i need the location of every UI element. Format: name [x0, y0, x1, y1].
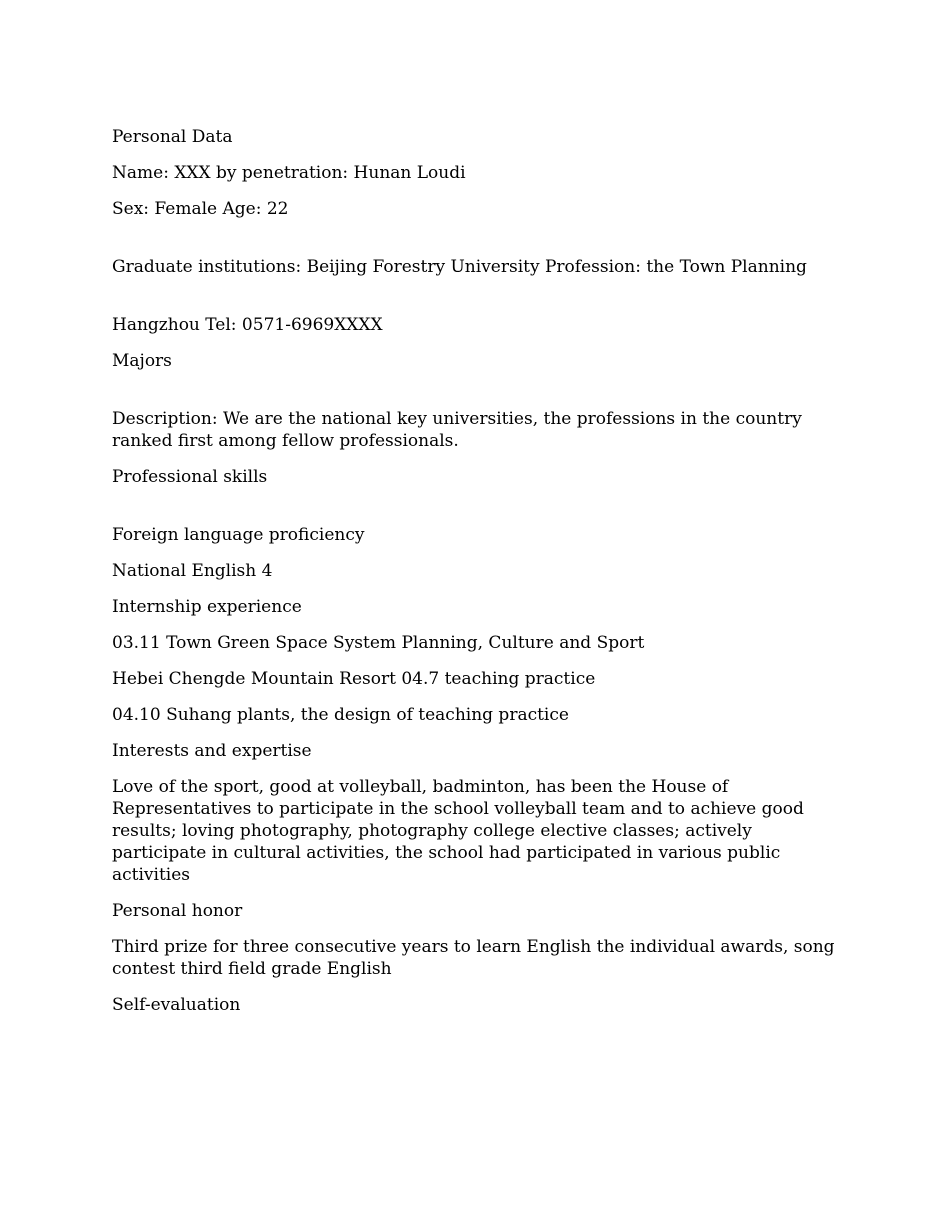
section-heading-professional-skills: Professional skills — [112, 467, 268, 487]
majors-description: Description: We are the national key universities, the professions in the country ranked first among fellow professionals. — [112, 409, 802, 451]
internship-item: 03.11 Town Green Space System Planning, Culture and Sport — [112, 633, 645, 653]
section-heading-personal-data: Personal Data — [112, 127, 233, 147]
section-heading-foreign-language: Foreign language proficiency — [112, 525, 365, 545]
section-heading-self-evaluation: Self-evaluation — [112, 995, 241, 1015]
document-body — [112, 126, 842, 1030]
telephone-line: Hangzhou Tel: 0571-6969XXXX — [112, 315, 383, 335]
name-line: Name: XXX by penetration: Hunan Loudi — [112, 163, 466, 183]
section-heading-interests: Interests and expertise — [112, 741, 312, 761]
english-level-line: National English 4 — [112, 561, 273, 581]
section-heading-personal-honor: Personal honor — [112, 901, 243, 921]
interests-description: Love of the sport, good at volleyball, badminton, has been the House of Representatives to participate in the school volleyball team and to achieve good results; loving photography, photography college elective classes; actively participate in cultural activities, the school had participated in various public activities — [112, 777, 804, 885]
section-heading-majors: Majors — [112, 351, 172, 371]
internship-item: 04.10 Suhang plants, the design of teaching practice — [112, 705, 569, 725]
graduate-institutions-line: Graduate institutions: Beijing Forestry University Profession: the Town Planning — [112, 257, 807, 277]
sex-age-line: Sex: Female Age: 22 — [112, 199, 289, 219]
honor-description: Third prize for three consecutive years to learn English the individual awards, song contest third field grade English — [112, 937, 835, 979]
section-heading-internship: Internship experience — [112, 597, 302, 617]
internship-item: Hebei Chengde Mountain Resort 04.7 teaching practice — [112, 669, 596, 689]
